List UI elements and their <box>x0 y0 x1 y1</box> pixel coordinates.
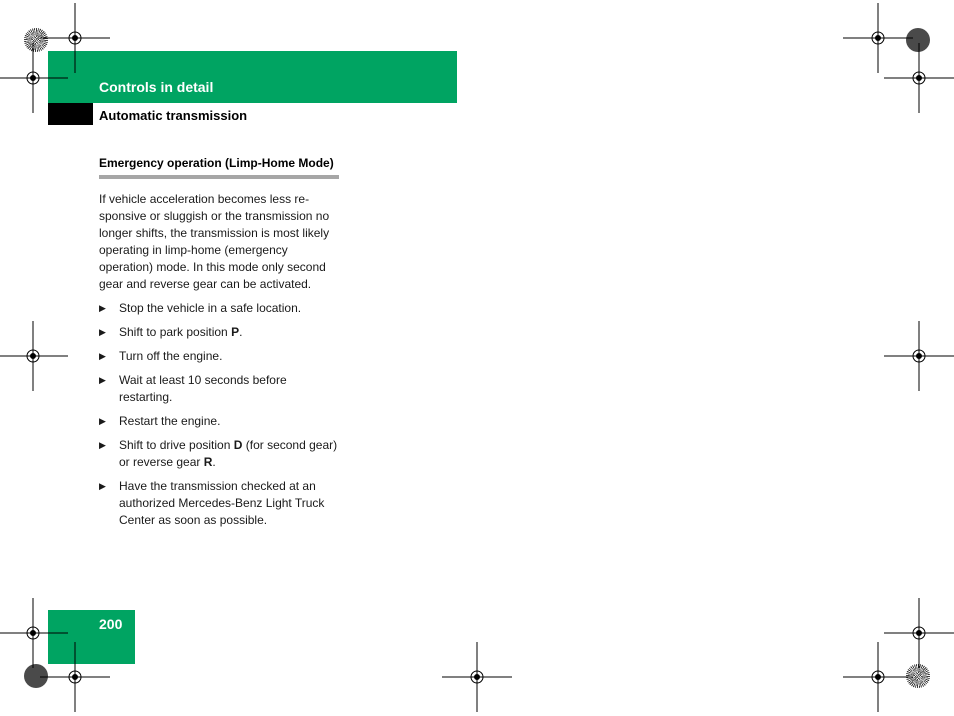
step-text: Restart the engine. <box>119 414 221 428</box>
gear-letter: D <box>233 438 243 452</box>
registration-mark-icon <box>0 321 68 391</box>
step-text: Turn off the engine. <box>119 349 223 363</box>
gear-letter: R <box>203 455 213 469</box>
main-content <box>99 155 339 536</box>
registration-mark-icon <box>884 43 954 113</box>
triangle-bullet-icon: ▶ <box>99 416 106 426</box>
triangle-bullet-icon: ▶ <box>99 327 106 337</box>
step-text-end: . <box>239 325 243 339</box>
step-item <box>99 300 339 317</box>
step-item <box>99 478 339 529</box>
step-text: Wait at least 10 seconds before restarting. <box>119 373 287 404</box>
intro-paragraph: If vehicle acceleration becomes less re-sponsive or sluggish or the transmission no longer shifts, the transmission is most likely operating in limp-home (emergency operation) mode. In this mode only second gear and reverse gear can be activated. <box>99 192 330 291</box>
step-item <box>99 324 339 341</box>
step-item <box>99 413 339 430</box>
step-item <box>99 372 339 406</box>
step-text-mid: (for second gear) or reverse gear <box>119 438 338 469</box>
subsection-title: Automatic transmission <box>99 108 248 123</box>
step-list <box>99 300 339 529</box>
triangle-bullet-icon: ▶ <box>99 303 106 313</box>
registration-mark-icon <box>40 642 110 712</box>
section-title: Controls in detail <box>99 79 214 95</box>
registration-mark-icon <box>442 642 512 712</box>
triangle-bullet-icon: ▶ <box>99 440 106 450</box>
registration-mark-icon <box>843 642 913 712</box>
step-item <box>99 437 339 471</box>
gear-letter: P <box>231 325 240 339</box>
registration-mark-icon <box>0 43 68 113</box>
page-number: 200 <box>99 616 123 632</box>
step-text: Stop the vehicle in a safe location. <box>119 301 302 315</box>
step-text-end: . <box>212 455 216 469</box>
step-text: Shift to drive position <box>119 438 234 452</box>
triangle-bullet-icon: ▶ <box>99 375 106 385</box>
step-item <box>99 348 339 365</box>
step-text: Shift to park position <box>119 325 232 339</box>
triangle-bullet-icon: ▶ <box>99 481 106 491</box>
triangle-bullet-icon: ▶ <box>99 351 106 361</box>
step-text: Have the transmission checked at an authorized Mercedes-Benz Light Truck Center as soon as possible. <box>119 479 325 527</box>
registration-mark-icon <box>884 321 954 391</box>
procedure-heading: Emergency operation (Limp-Home Mode) <box>99 155 339 179</box>
